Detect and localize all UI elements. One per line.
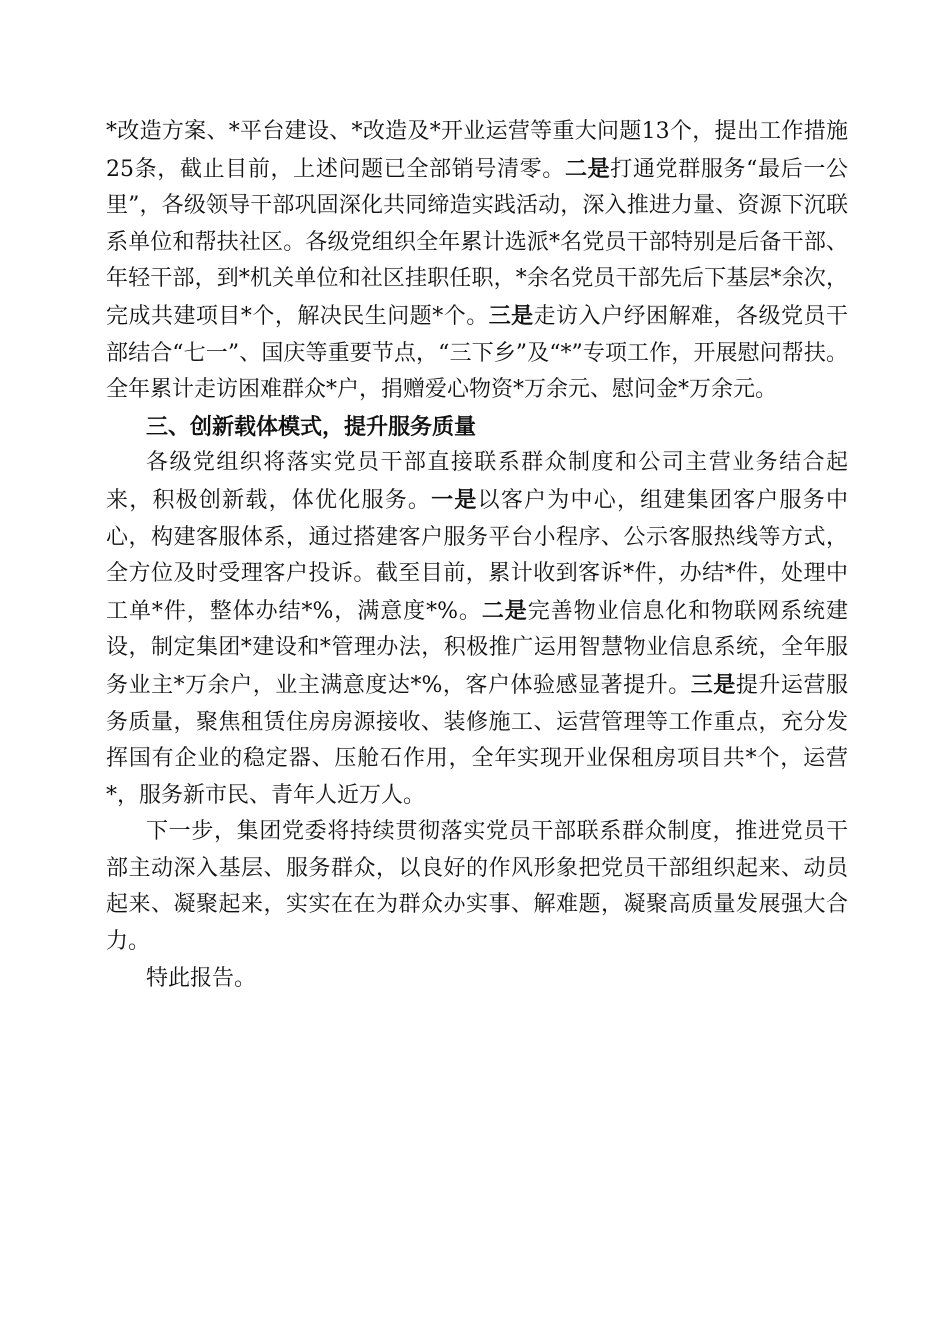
- bold-label-first: 一是: [431, 486, 478, 513]
- paragraph-work-measures: [106, 114, 848, 409]
- paragraph-text: *改造方案、*平台建设、*改造及*开业运营等重大问题13个，提出工作措施25条，截止目前，上述问题已全部销号清零。: [106, 119, 848, 182]
- paragraph-text: 以客户为中心，组建集团客户服务中心，构建客服体系，通过搭建客户服务平台小程序、公示客服热线等方式，全方位及时受理客户投诉。截至目前，累计收到客诉*件，办结*件，处理中工单*件，整体办结*%，满意度*%。: [106, 487, 848, 624]
- paragraph-text: 各级党组织将落实党员干部直接联系群众制度和公司主营业务结合起来，积极创新载，体优化服务。: [106, 450, 848, 513]
- paragraph-text: 打通党群服务“最后一公里”，各级领导干部巩固深化共同缔造实践活动，深入推进力量、资源下沉联系单位和帮扶社区。各级党组织全年累计选派*名党员干部特别是后备干部、年轻干部，到*机关单位和社区挂职任职，*余名党员干部先后下基层*余次，完成共建项目*个，解决民生问题*个。: [106, 156, 848, 329]
- paragraph-next-steps: 下一步，集团党委将持续贯彻落实党员干部联系群众制度，推进党员干部主动深入基层、服务群众，以良好的作风形象把党员干部组织起来、动员起来、凝聚起来，实实在在为群众办实事、解难题，凝聚高质量发展强大合力。: [106, 819, 848, 955]
- closing-remark: 特此报告。: [146, 965, 257, 991]
- paragraph-text: 完善物业信息化和物联网系统建设，制定集团*建设和*管理办法，积极推广运用智慧物业信息系统，全年服务业主*万余户，业主满意度达*%，客户体验感显著提升。: [106, 598, 848, 698]
- bold-label-second: 二是: [564, 155, 611, 182]
- section-heading: 三、创新载体模式，提升服务质量: [146, 413, 477, 440]
- paragraph-text: 提升运营服务质量，聚焦租赁住房房源接收、装修施工、运营管理等工作重点，充分发挥国有企业的稳定器、压舱石作用，全年实现开业保租房项目共*个，运营*，服务新市民、青年人近万人。: [106, 672, 848, 808]
- bold-label-third: 三是: [690, 671, 736, 698]
- paragraph-text: 走访入户纾困解难，各级党员干部结合“七一”、国庆等重要节点，“三下乡”及“*”专项工作，开展慰问帮扶。全年累计走访困难群众*户，捐赠爱心物资*万余元、慰问金*万余元。: [106, 303, 848, 403]
- bold-label-third: 三是: [488, 302, 534, 329]
- bold-label-second: 二是: [481, 597, 528, 624]
- document-body: [106, 114, 848, 997]
- paragraph-service-innovation: [106, 445, 848, 814]
